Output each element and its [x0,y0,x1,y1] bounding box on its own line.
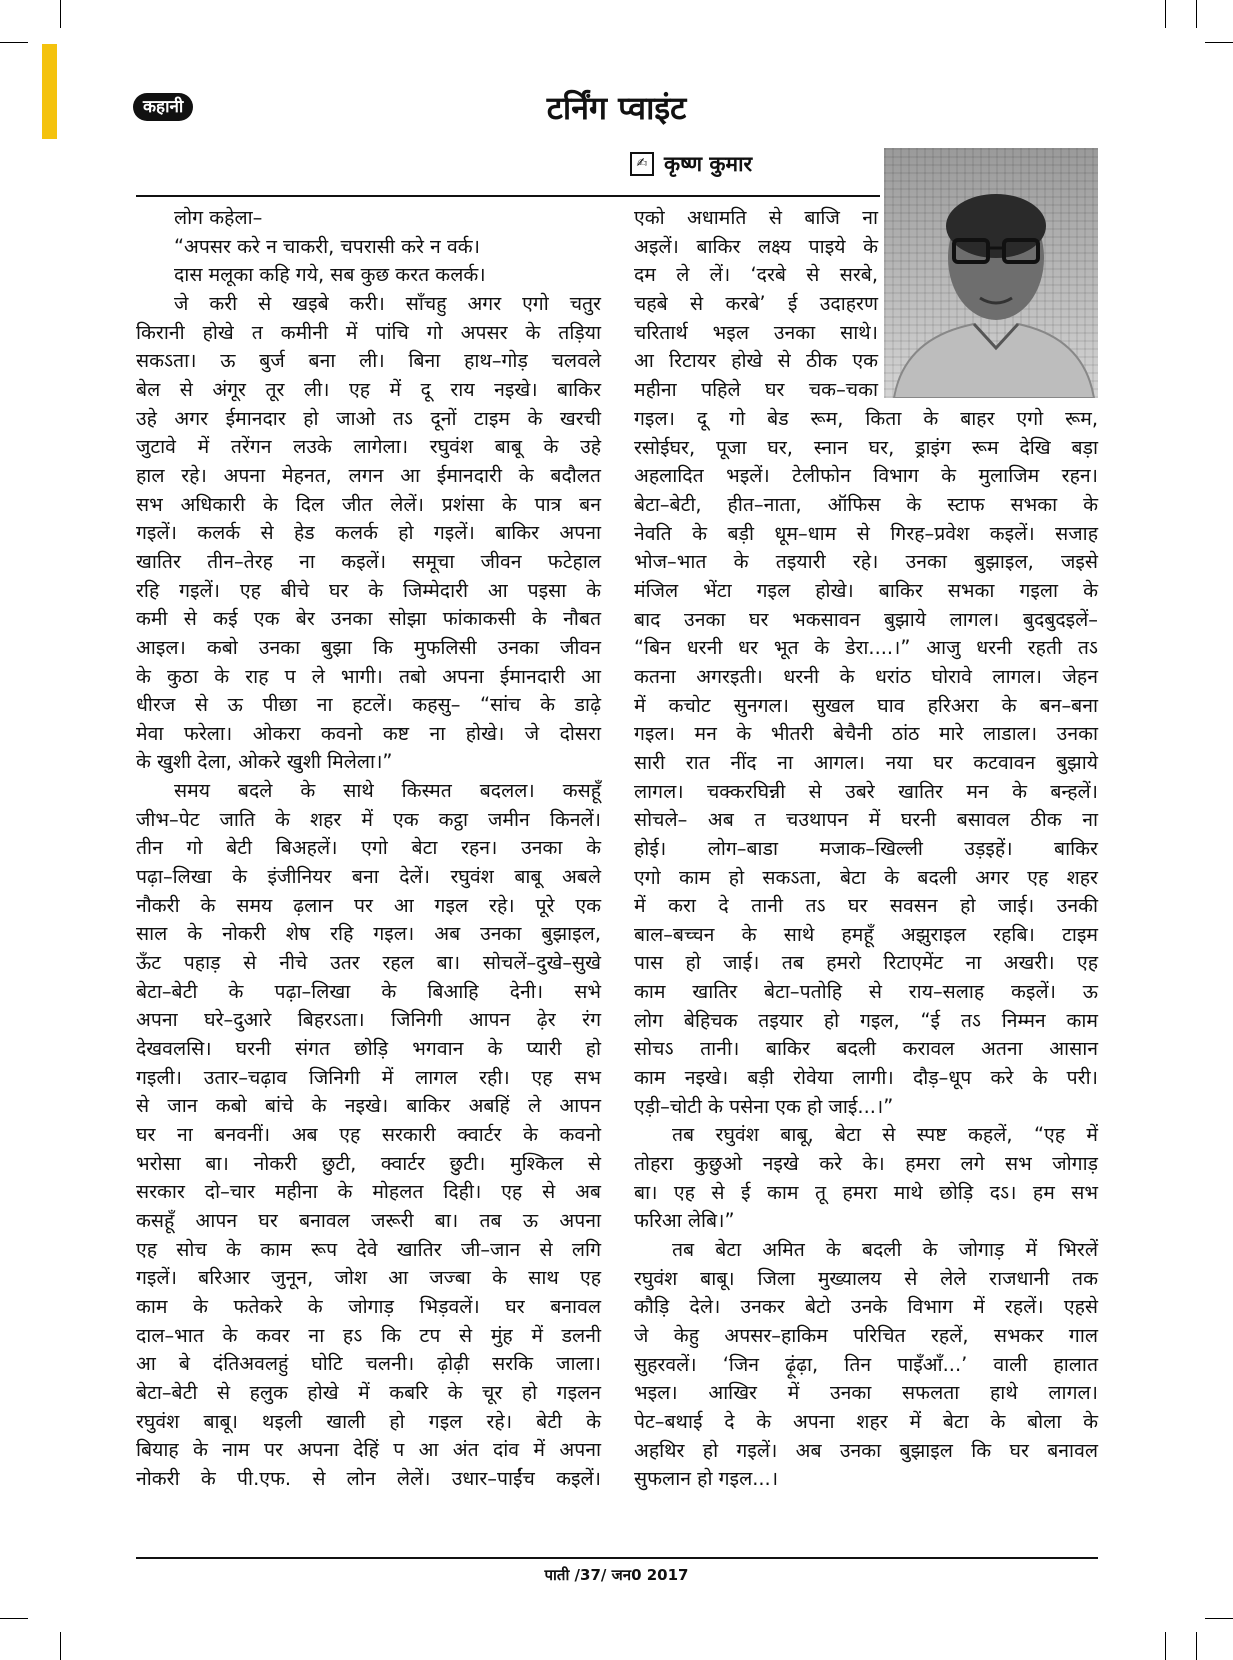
paragraph-line: रघुवंश बाबू। जिला मुख्यालय से लेले राजधानी तक [634,1266,1098,1290]
paragraph-line: सकऽता। ऊ बुर्ज बना ली। बिना हाथ–गोड़ चलवले [136,349,601,373]
page-footer: पाती /37/ जन0 2017 [544,1566,689,1584]
paragraph-line: अहलादित भइलें। टेलीफोन विभाग के मुलाजिम रहन। [634,464,1098,488]
paragraph-line: एगो काम हो सकऽता, बेटा के बदली अगर एह शहर [634,865,1098,889]
paragraph-line: फरिआ लेबि।” [634,1209,735,1233]
paragraph-line: होई। लोग–बाडा मजाक–खिल्ली उड़इहें। बाकिर [634,836,1098,860]
pen-writing-icon: ✍ [630,152,654,176]
paragraph-line: मेवा फरेला। ओकरा कवनो कष्ट ना होखे। जे दोसरा [136,721,601,745]
paragraph-line: से जान कबो बांचे के नइखे। बाकिर अबहिं ले आपन [136,1094,601,1118]
author-photo [884,148,1098,398]
paragraph-line: खातिर तीन–तेरह ना कइलें। समूचा जीवन फटेहाल [136,549,601,573]
paragraph-line: लोग कहेला– [174,206,263,229]
paragraph-line: सुहरवलें। ‘जिन ढ़ूंढ़ा, तिन पाइँआँ...’ वाली हालात [634,1352,1098,1376]
paragraph-line: आ रिटायर होखे से ठीक एक [634,349,878,373]
paragraph-line: काम नइखे। बड़ी रोवेया लागी। दौड़–धूप करे के परी। [634,1066,1098,1090]
crop-mark [1165,1632,1166,1660]
crop-mark [1196,0,1197,28]
paragraph-line: तब बेटा अमित के बदली के जोगाड़ में भिरलें [672,1238,1098,1262]
paragraph-line: काम खातिर बेटा–पतोहि से राय–सलाह कइलें। ऊ [634,980,1098,1004]
paragraph-line: नोकरी के पी.एफ. से लोन लेलें। उधार–पाईंच कइलें। [136,1466,601,1490]
paragraph-line: अइलें। बाकिर लक्ष्य पाइये के [634,234,878,258]
paragraph-line: सुफलान हो गइल...। [634,1467,779,1491]
paragraph-line: सारी रात नींद ना आगल। नया घर कटवावन बुझाये [634,750,1098,774]
paragraph-line: पढ़ा–लिखा के इंजीनियर बना देलें। रघुवंश बाबू अबले [136,865,601,889]
paragraph-line: में करा दे तानी तऽ घर सवसन हो जाई। उनकी [634,894,1098,918]
paragraph-line: चहबे से करबे’ ई उदाहरण [634,291,878,315]
paragraph-line: “बिन धरनी धर भूत के डेरा....।” आजु धरनी रहती तऽ [634,636,1098,660]
paragraph-line: तब रघुवंश बाबू, बेटा से स्पष्ट कहलें, “एह में [672,1123,1098,1147]
paragraph-line: एको अधामति से बाजि ना [634,206,878,229]
paragraph-line: कसहूँ आपन घर बनावल जरूरी बा। तब ऊ अपना [136,1208,601,1232]
paragraph-line: ऊँट पहाड़ से नीचे उतर रहल बा। सोचलें–दुखे–सुखे [136,951,601,975]
paragraph-line: हाल रहे। अपना मेहनत, लगन आ ईमानदारी के बदौलत [136,463,601,487]
paragraph-line: पास हो जाई। तब हमरो रिटाएमेंट ना अखरी। एह [634,951,1098,975]
paragraph-line: “अपसर करे न चाकरी, चपरासी करे न वर्क। [174,234,481,258]
right-column-top [634,204,878,405]
paragraph-line: रसोईघर, पूजा घर, स्नान घर, ड्राइंग रूम देखि बड़ा [634,435,1098,459]
paragraph-line: नेवति के बड़ी धूम–धाम से गिरह–प्रवेश कइलें। सजाह [634,521,1098,545]
crop-mark [0,42,28,43]
paragraph-line: के खुशी देला, ओकरे खुशी मिलेला।” [136,750,393,774]
paragraph-line: मंजिल भेंटा गइल होखे। बाकिर सभका गइला के [634,578,1098,602]
paragraph-line: भइल। आखिर में उनका सफलता हाथे लागल। [634,1381,1098,1405]
paragraph-line: पेट–बथाई दे के अपना शहर में बेटा के बोला के [634,1409,1098,1433]
paragraph-line: अपना घरे–दुआरे बिहरऽता। जिनिगी आपन ढ़ेर रंग [136,1008,601,1032]
paragraph-line: रहि गइलें। एह बीचे घर के जिम्मेदारी आ पइसा के [136,578,601,602]
paragraph-line: सोचऽ तानी। बाकिर बदली करावल अतना आसान [634,1037,1098,1061]
paragraph-line: जुटावे में तरेंगन लउके लागेला। रघुवंश बाबू के उहे [136,435,601,459]
paragraph-line: सभ अधिकारी के दिल जीत लेलें। प्रशंसा के पात्र बन [136,492,601,516]
crop-mark [1205,42,1233,43]
paragraph-line: जीभ–पेट जाति के शहर में एक कट्ठा जमीन किनलें। [136,807,601,831]
paragraph-line: बाल–बच्चन के साथे हमहूँ अझुराइल रहबि। टाइम [634,922,1098,946]
paragraph-line: सोचले– अब त चउथापन में घरनी बसावल ठीक ना [634,808,1098,832]
crop-mark [60,0,61,28]
paragraph-line: बियाह के नाम पर अपना देहिं प आ अंत दांव में अपना [136,1438,601,1462]
paragraph-line: दम ले लें। ‘दरबे से सरबे, [634,263,878,287]
paragraph-line: घर ना बनवनीं। अब एह सरकारी क्वार्टर के कवनो [136,1123,601,1146]
right-column [634,405,1098,1494]
paragraph-line: जे करी से खइबे करी। साँचहु अगर एगो चतुर [174,291,601,315]
paragraph-line: तीन गो बेटी बिअहलें। एगो बेटा रहन। उनका के [136,836,601,860]
paragraph-line: बेल से अंगूर तूर ली। एह में दू राय नइखे। बाकिर [136,377,601,401]
paragraph-line: सरकार दो–चार महीना के मोहलत दिही। एह से अब [136,1180,601,1204]
paragraph-line: बा। एह से ई काम तू हमरा माथे छोड़ि दऽ। हम सभ [634,1180,1098,1204]
author-byline [630,150,752,178]
paragraph-line: तोहरा कुछुओ नइखे करे के। हमरा लगे सभ जोगाड़ [634,1152,1098,1176]
paragraph-line: बेटा–बेटी के पढ़ा–लिखा के बिआहि देनी। सभे [136,979,601,1003]
paragraph-line: आइल। कबो उनका बुझा कि मुफलिसी उनका जीवन [136,635,601,659]
paragraph-line: नौकरी के समय ढ़लान पर आ गइल रहे। पूरे एक [136,893,601,917]
paragraph-line: गइलें। कलर्क से हेड कलर्क हो गइलें। बाकिर अपना [136,521,601,545]
paragraph-line: आ बे दंतिअवलहुं घोटि चलनी। ढ़ोढ़ी सरकि जाला। [136,1352,601,1376]
paragraph-line: के कुठा के राह प ले भागी। तबो अपना ईमानदारी आ [136,664,601,688]
paragraph-line: कमी से कई एक बेर उनका सोझा फांकाकसी के नौबत [136,607,601,631]
paragraph-line: एड़ी–चोटी के पसेना एक हो जाई...।” [634,1094,894,1118]
paragraph-line: जे केहु अपसर–हाकिम परिचित रहलें, सभकर गाल [634,1324,1098,1347]
paragraph-line: बेटा–बेटी, हीत–नाता, ऑफिस के स्टाफ सभका के [634,492,1098,516]
paragraph-line: अहथिर हो गइलें। अब उनका बुझाइल कि घर बनावल [634,1438,1098,1462]
paragraph-line: बाद उनका घर भकसावन बुझाये लागल। बुदबुदइलें– [634,607,1098,631]
paragraph-line: गइल। दू गो बेड रूम, किता के बाहर एगो रूम, [634,407,1098,430]
paragraph-line: महीना पहिले घर चक–चका [634,377,878,401]
paragraph-line: गइलें। बरिआर जुनून, जोश आ जज्बा के साथ एह [136,1266,601,1290]
paragraph-line: बेटा–बेटी से हलुक होखे में कबरि के चूर हो गइलन [136,1380,601,1404]
story-title: टर्निंग प्वाइंट [546,89,687,127]
author-name: कृष्ण कुमार [664,152,753,176]
paragraph-line: दाल–भात के कवर ना हऽ कि टप से मुंह में डलनी [136,1323,601,1347]
paragraph-line: कौड़ि देले। उनकर बेटो उनके विभाग में रहलें। एहसे [634,1295,1098,1319]
crop-mark [1205,1618,1233,1619]
paragraph-line: दास मलूका कहि गये, सब कुछ करत कलर्क। [174,263,486,287]
paragraph-line: चरितार्थ भइल उनका साथे। [634,320,878,344]
paragraph-line: काम के फतेकरे के जोगाड़ भिड़वलें। घर बनावल [136,1294,601,1318]
paragraph-line: कतना अगरइती। धरनी के धरांठ घोरावे लागल। जेहन [634,664,1098,688]
paragraph-line: साल के नोकरी शेष रहि गइल। अब उनका बुझाइल, [136,922,601,946]
paragraph-line: में कचोट सुनगल। सुखल घाव हरिअरा के बन–बना [634,693,1098,717]
footer-rule [136,1557,1098,1559]
paragraph-line: धीरज से ऊ पीछा ना हटलें। कहसु– “सांच के डाढ़े [136,693,601,717]
paragraph-line: देखवलसि। घरनी संगत छोड़ि भगवान के प्यारी हो [136,1037,601,1061]
paragraph-line: समय बदले के साथे किस्मत बदलल। कसहूँ [174,779,601,803]
paragraph-line: लोग बेहिचक तइयार हो गइल, “ई तऽ निम्मन काम [634,1008,1098,1032]
paragraph-line: एह सोच के काम रूप देवे खातिर जी–जान से लगि [136,1237,601,1261]
paragraph-line: रघुवंश बाबू। थइली खाली हो गइल रहे। बेटी के [136,1409,601,1433]
crop-mark [0,1618,28,1619]
paragraph-line: भोज–भात के तइयारी रहे। उनका बुझाइल, जइसे [634,550,1098,574]
category-badge: कहानी [133,93,193,121]
paragraph-line: गइली। उतार–चढ़ाव जिनिगी में लागल रही। एह सभ [136,1065,601,1089]
paragraph-line: किरानी होखे त कमीनी में पांचि गो अपसर के तड़िया [136,320,601,344]
paragraph-line: भरोसा बा। नोकरी छुटी, क्वार्टर छुटी। मुश्किल से [136,1151,601,1175]
crop-mark [1165,0,1166,28]
left-column [136,204,601,1494]
header-rule [136,195,880,197]
paragraph-line: उहे अगर ईमानदार हो जाओ तऽ दूनों टाइम के खरची [136,406,601,430]
paragraph-line: लागल। चक्करघिन्नी से उबरे खातिर मन के बन्हलें। [634,779,1098,803]
paragraph-line: गइल। मन के भीतरी बेचैनी ठांठ मारे लाडाल। उनका [634,722,1098,746]
crop-mark [1196,1632,1197,1660]
crop-mark [60,1632,61,1660]
